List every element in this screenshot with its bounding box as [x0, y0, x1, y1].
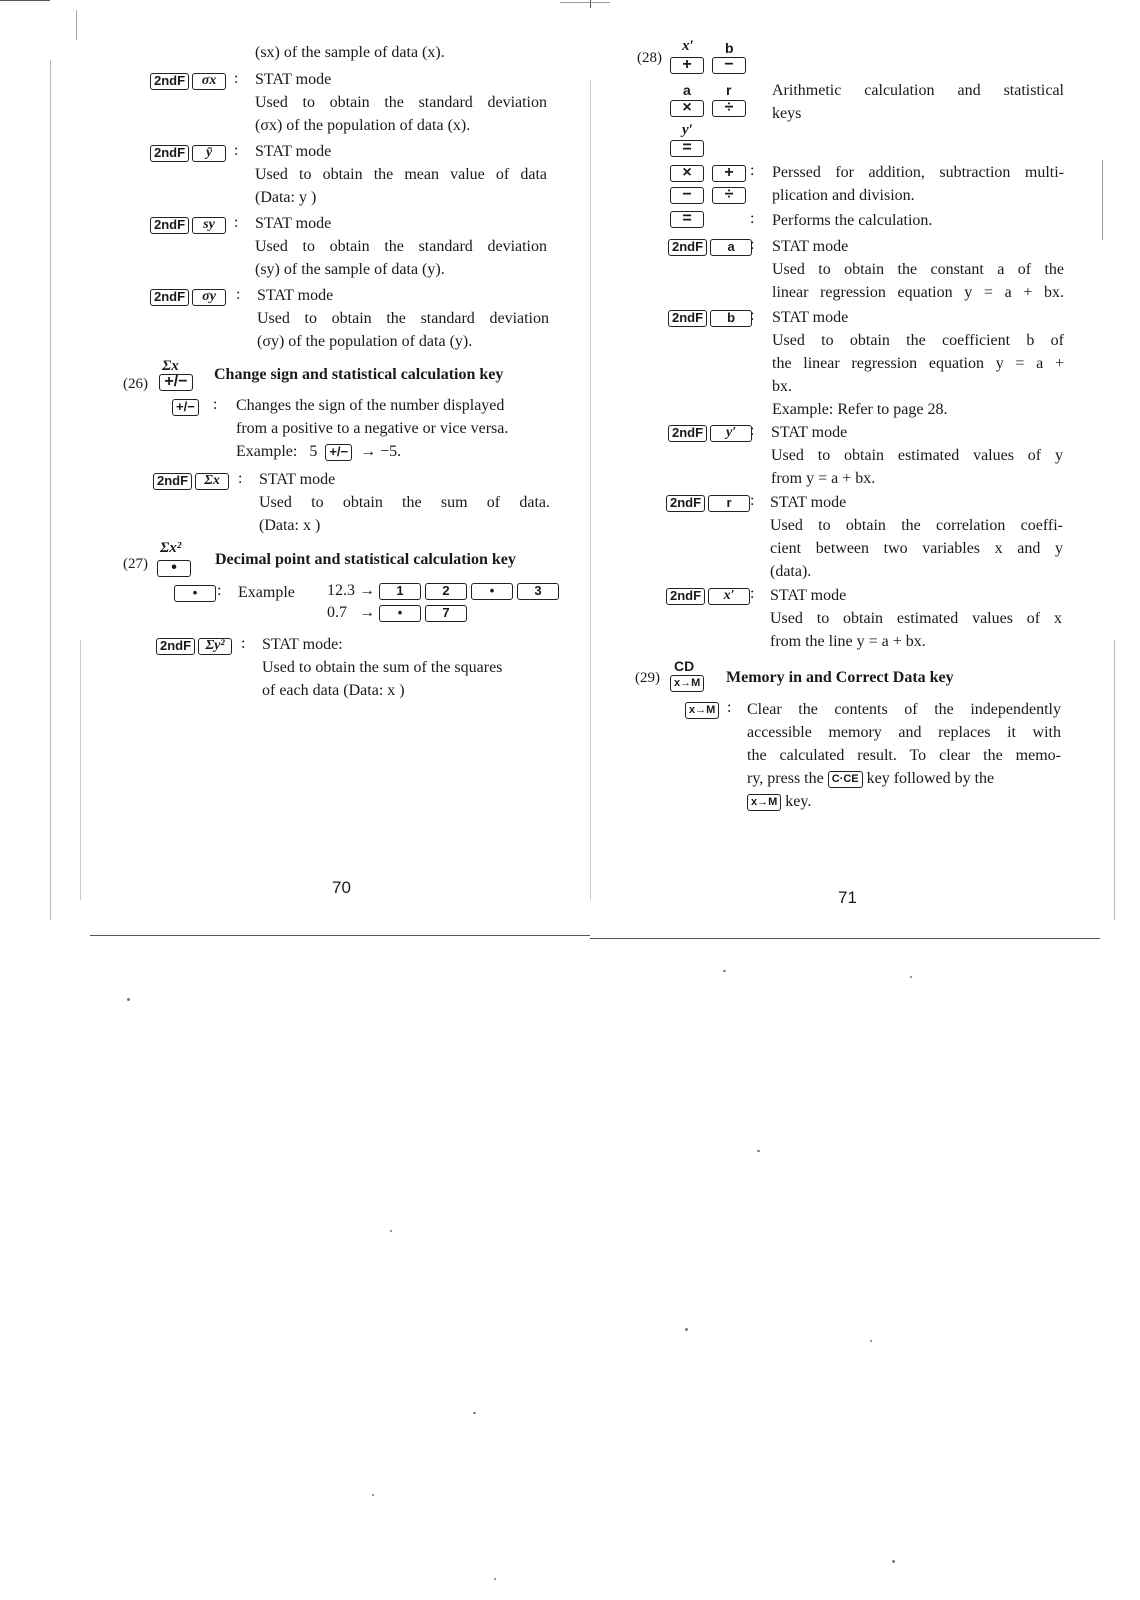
- section-29-title: Memory in and Correct Data key: [726, 669, 954, 686]
- speck: [494, 1578, 496, 1580]
- key-combo-2ndf-sum-y2: [156, 637, 235, 655]
- speck: [892, 1560, 895, 1563]
- page-bottom-edge: [590, 938, 1100, 939]
- page-gutter: [590, 80, 591, 900]
- key-combo-2ndf-y-prime: [668, 424, 755, 442]
- scan-edge: [1102, 160, 1103, 240]
- grid-label-x-prime: x′: [682, 38, 694, 54]
- key-r: r: [708, 495, 750, 512]
- key-sy: sy: [192, 217, 226, 234]
- speck: [870, 1340, 872, 1342]
- key-combo-2ndf-sy: [150, 216, 229, 234]
- entry-y-prime-desc: STAT mode Used to obtain estimated values of y from y = a + bx.: [771, 424, 1063, 487]
- entry-sy-desc: STAT mode Used to obtain the standard deviation (sy) of the sample of data (y).: [255, 215, 547, 278]
- key-plus-minus-label: +/−: [172, 399, 199, 416]
- section-29-number: (29): [635, 670, 660, 686]
- key-multiply: ×: [670, 100, 704, 117]
- key-y-bar: ȳ: [192, 145, 226, 162]
- key-2ndf: 2ndF: [150, 217, 189, 234]
- entry-sigma-y-desc: STAT mode Used to obtain the standard deviation (σy) of the population of data (y).: [257, 287, 549, 350]
- key-c-ce: C·CE: [828, 771, 863, 788]
- section-28-title: Arithmetic calculation and statistical keys: [772, 82, 1064, 122]
- speck: [757, 1150, 760, 1152]
- key-2ndf: 2ndF: [156, 638, 195, 655]
- key-y-prime: y′: [710, 425, 752, 442]
- entry-r-desc: STAT mode Used to obtain the correlation coeffi- cient between two variables x and y (data).: [770, 494, 1063, 580]
- key-combo-2ndf-sigma-x: [150, 72, 229, 90]
- key-sigma-x: σx: [192, 73, 226, 90]
- key-equals: =: [670, 140, 704, 157]
- key-x-prime: x′: [708, 588, 750, 605]
- section-26-top-label: Σx: [162, 358, 179, 374]
- section-27-key: •: [157, 560, 191, 577]
- decimal-example-row-1: 12.3 → 1 2 • 3: [327, 580, 559, 603]
- key-sum-y2: Σy²: [198, 638, 232, 655]
- key-x-to-m-inline: x→M: [747, 794, 781, 811]
- section-27-top-label: Σx²: [160, 540, 182, 556]
- section-29-top-label: CD: [674, 658, 695, 674]
- key-plus-minus-example: +/−: [325, 444, 352, 461]
- grid-label-r: r: [726, 82, 732, 98]
- key-2ndf: 2ndF: [666, 588, 705, 605]
- speck: [685, 1328, 688, 1331]
- key-2ndf: 2ndF: [153, 473, 192, 490]
- entry-sum-y2-desc: STAT mode: Used to obtain the sum of the squares of each data (Data: x ): [262, 636, 503, 699]
- scan-edge: [560, 2, 610, 3]
- key-2ndf: 2ndF: [668, 425, 707, 442]
- entry-b-desc: STAT mode Used to obtain the coefficient b of the linear regression equation y = a + bx. Example: Refer to page 28.: [772, 309, 1064, 418]
- entry-y-bar-desc: STAT mode Used to obtain the mean value of data (Data: y ): [255, 143, 547, 206]
- entry-arithmetic-desc: Perssed for addition, subtraction multi- plication and division.: [772, 164, 1064, 204]
- key-multiply-2: ×: [670, 165, 704, 182]
- key-plus-2: +: [712, 165, 746, 182]
- speck: [723, 970, 726, 972]
- speck: [372, 1494, 374, 1496]
- grid-label-y-prime: y′: [682, 122, 693, 138]
- key-combo-2ndf-x-prime: [666, 587, 753, 605]
- key-2ndf: 2ndF: [666, 495, 705, 512]
- speck: [910, 976, 912, 978]
- key-divide-2: ÷: [712, 187, 746, 204]
- section-27-number: (27): [123, 556, 148, 572]
- section-26-title: Change sign and statistical calculation key: [214, 366, 504, 383]
- key-combo-2ndf-sigma-y: [150, 288, 229, 306]
- section-28-number: (28): [637, 50, 662, 66]
- intro-line: (sx) of the sample of data (x).: [255, 44, 445, 61]
- key-combo-2ndf-b: [668, 309, 755, 327]
- scan-edge: [1114, 640, 1115, 920]
- section-27-title: Decimal point and statistical calculation key: [215, 551, 516, 568]
- decimal-example-label: Example: [238, 584, 295, 601]
- key-combo-2ndf-a: [668, 238, 755, 256]
- page-number-left: 70: [332, 878, 351, 897]
- entry-equals-desc: Performs the calculation.: [772, 212, 933, 229]
- page-number-right: 71: [838, 888, 857, 907]
- key-combo-2ndf-y-bar: [150, 144, 229, 162]
- key-divide: ÷: [712, 100, 746, 117]
- speck: [390, 1230, 392, 1232]
- key-plus-minus: [172, 398, 202, 416]
- key-decimal: [174, 584, 219, 602]
- scan-edge: [50, 60, 51, 920]
- grid-label-b: b: [725, 40, 734, 56]
- key-plus: +: [670, 57, 704, 74]
- decimal-example-row-2: 0.7 → • 7: [327, 602, 467, 625]
- key-b: b: [710, 310, 752, 327]
- page-bottom-edge: [90, 935, 590, 936]
- speck: [473, 1412, 476, 1414]
- entry-sum-x-desc: STAT mode Used to obtain the sum of data. (Data: x ): [259, 471, 550, 534]
- key-sigma-y: σy: [192, 289, 226, 306]
- key-a: a: [710, 239, 752, 256]
- key-decimal-label: •: [174, 585, 216, 602]
- key-minus-2: −: [670, 187, 704, 204]
- key-2ndf: 2ndF: [668, 310, 707, 327]
- key-2ndf: 2ndF: [150, 73, 189, 90]
- entry-a-desc: STAT mode Used to obtain the constant a of the linear regression equation y = a + bx.: [772, 238, 1064, 301]
- section-29-key: x→M: [670, 675, 704, 692]
- key-x-to-m: x→M: [685, 702, 719, 719]
- grid-label-a: a: [683, 82, 691, 98]
- scan-edge: [76, 10, 77, 40]
- key-minus: −: [712, 57, 746, 74]
- speck: [127, 998, 130, 1001]
- key-2ndf: 2ndF: [668, 239, 707, 256]
- entry-x-prime-desc: STAT mode Used to obtain estimated values of x from the line y = a + bx.: [770, 587, 1062, 650]
- key-sum-x: Σx: [195, 473, 229, 490]
- key-combo-2ndf-r: [666, 494, 753, 512]
- entry-sigma-x-desc: STAT mode Used to obtain the standard deviation (σx) of the population of data (x).: [255, 71, 547, 134]
- entry-change-sign-desc: Changes the sign of the number displayed from a positive to a negative or vice versa. Example: 5 +/− → −5.: [236, 397, 509, 460]
- scan-edge: [0, 0, 50, 1]
- scan-edge: [80, 640, 81, 900]
- entry-x-to-m-desc: Clear the contents of the independently accessible memory and replaces it with the calculated result. To clear the memo- ry, press the C·CE key followed by the x→M key.: [747, 701, 1061, 810]
- key-2ndf: 2ndF: [150, 289, 189, 306]
- key-combo-2ndf-sum-x: [153, 472, 232, 490]
- key-2ndf: 2ndF: [150, 145, 189, 162]
- key-equals-2: =: [670, 211, 704, 228]
- section-26-key: +/−: [159, 374, 193, 391]
- section-26-number: (26): [123, 376, 148, 392]
